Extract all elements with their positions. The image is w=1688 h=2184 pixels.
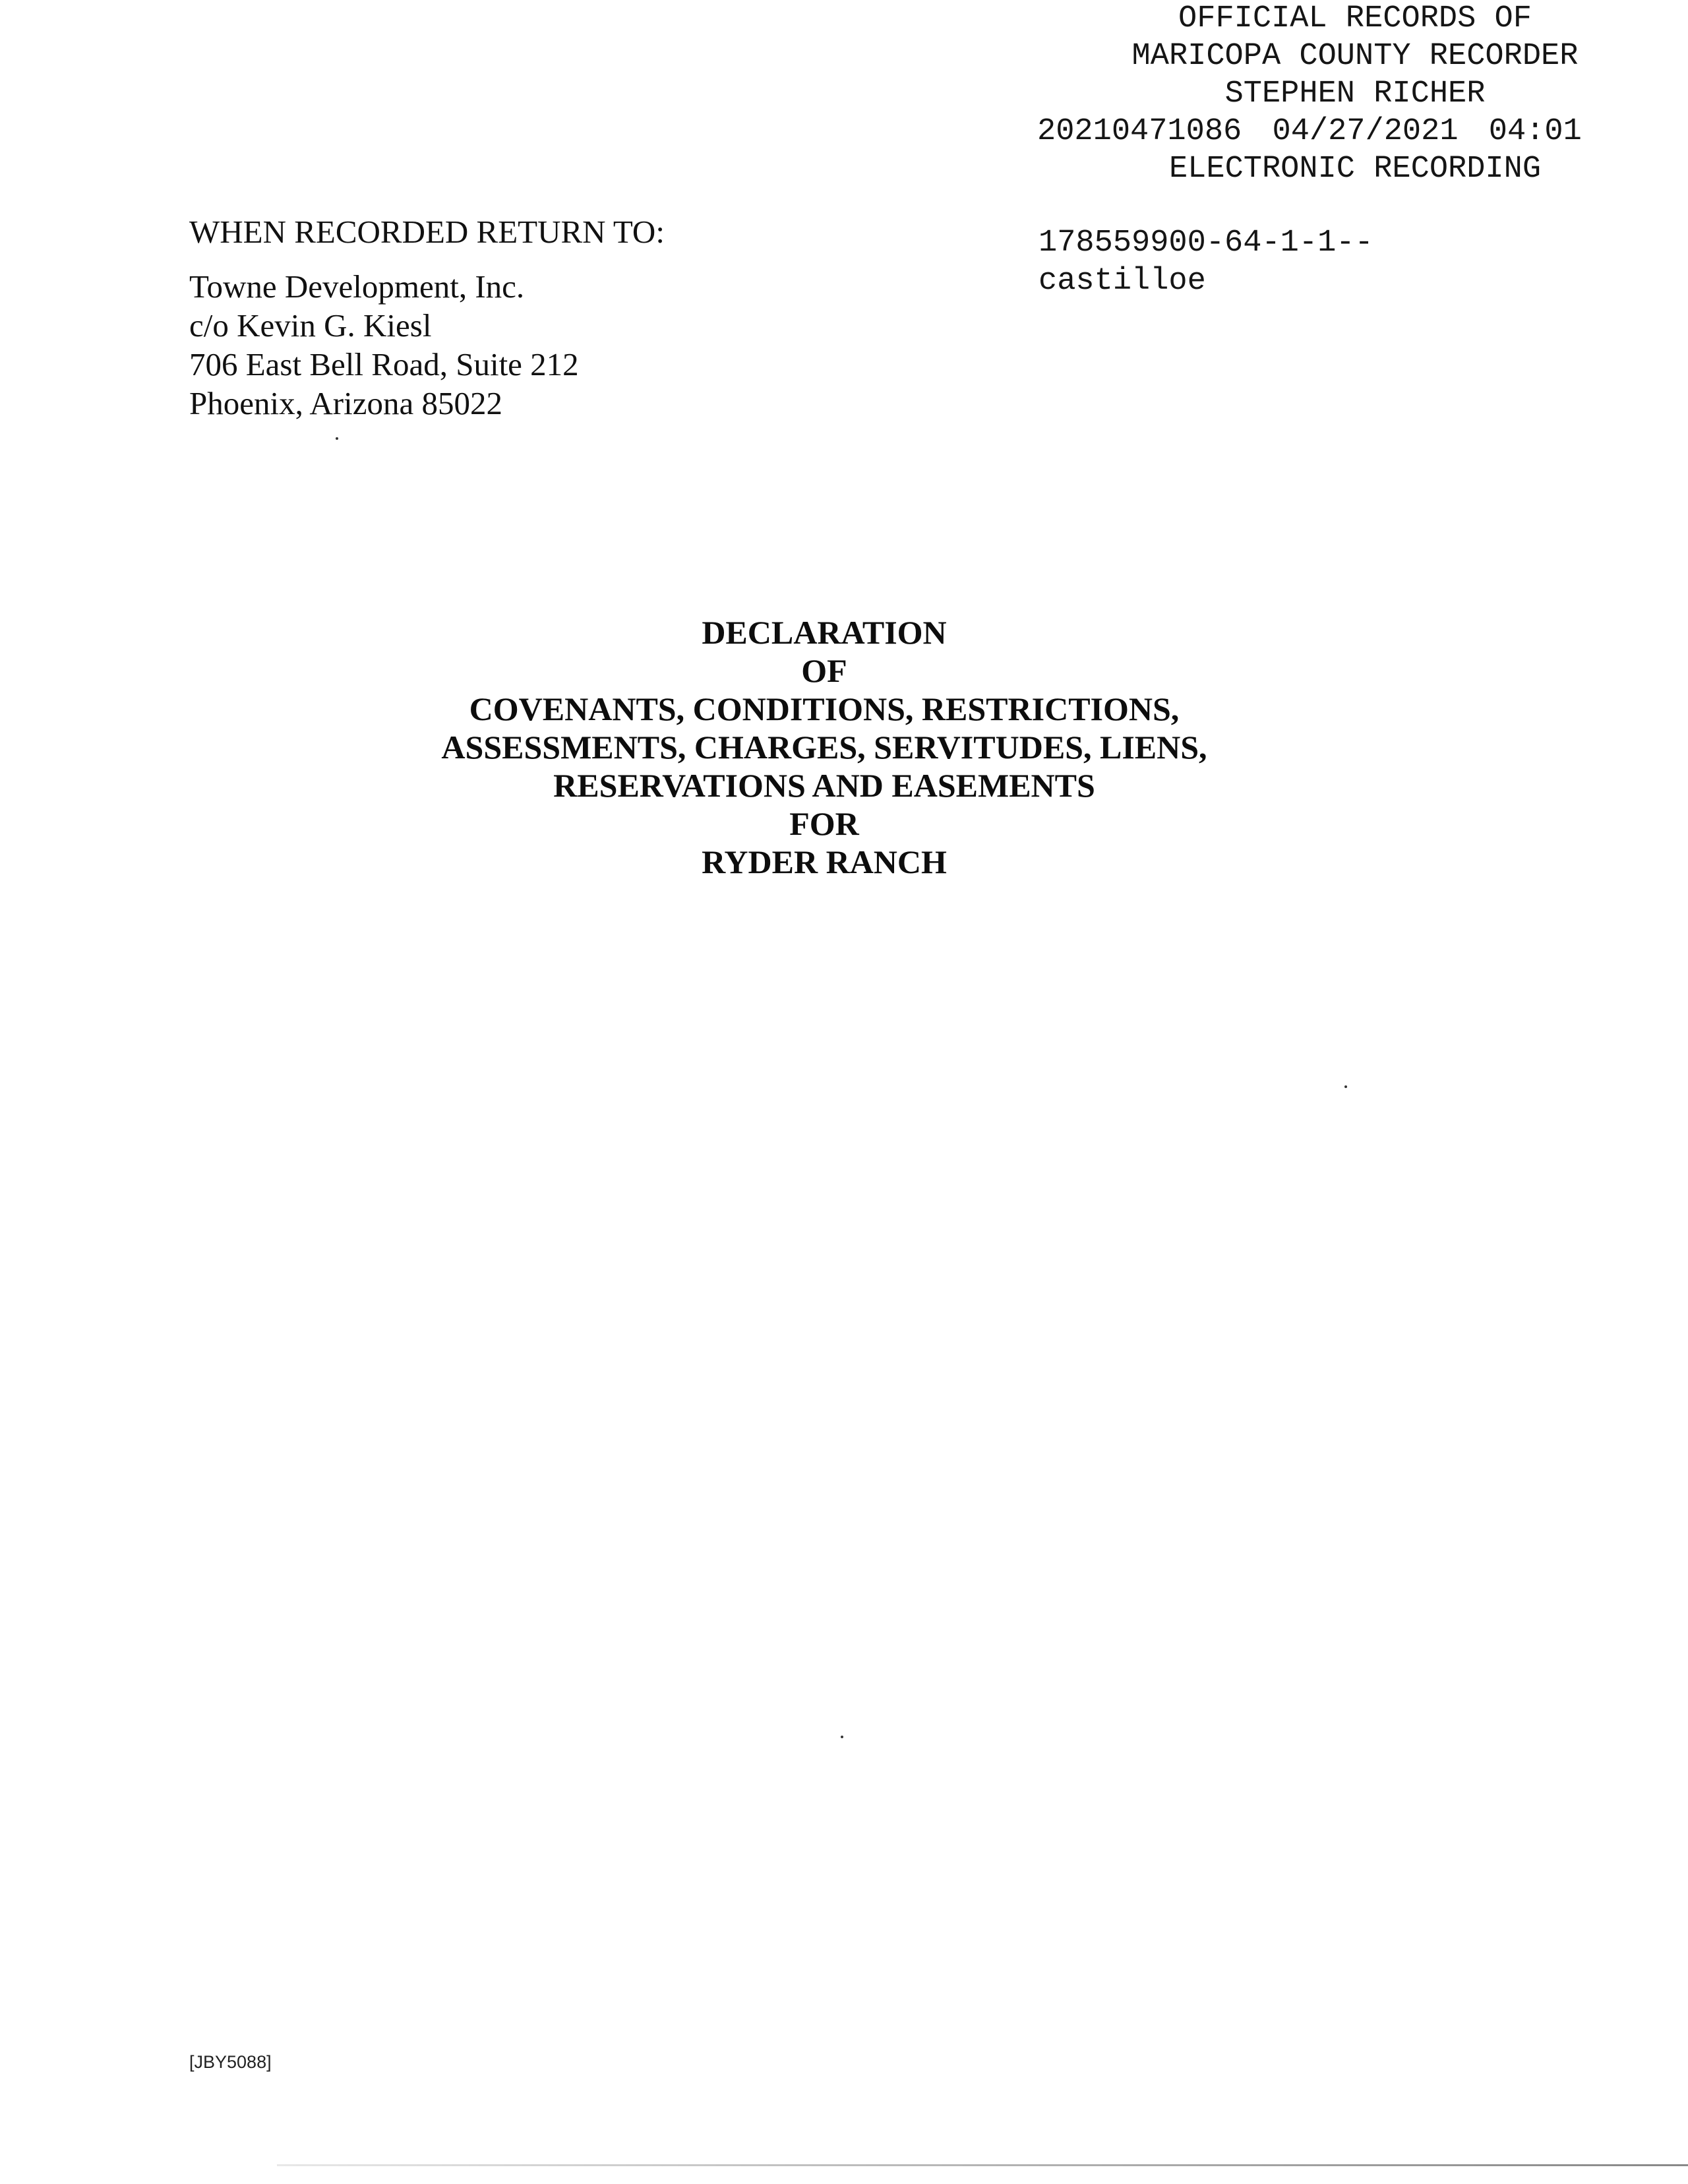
stamp-recording-time: 04:01 (1488, 114, 1582, 149)
scan-bottom-edge (277, 2164, 1688, 2166)
scan-speck (336, 437, 338, 440)
title-line: OF (801, 652, 847, 689)
title-line: COVENANTS, CONDITIONS, RESTRICTIONS, (469, 690, 1180, 727)
document-clerk: castilloe (1039, 264, 1206, 299)
stamp-recording-date: 04/27/2021 (1272, 114, 1459, 149)
recorder-stamp (1025, 0, 1685, 188)
stamp-recording-info (1025, 113, 1685, 150)
document-id-code: 178559900-64-1-1-- (1039, 226, 1373, 260)
return-address-heading: WHEN RECORDED RETURN TO: (189, 214, 665, 250)
title-line: ASSESSMENTS, CHARGES, SERVITUDES, LIENS, (441, 729, 1207, 766)
stamp-line-county-recorder: MARICOPA COUNTY RECORDER (1131, 39, 1579, 74)
title-line: RESERVATIONS AND EASEMENTS (553, 767, 1095, 804)
document-title (330, 613, 1319, 881)
stamp-document-number: 20210471086 (1037, 114, 1242, 149)
stamp-line-official-records: OFFICIAL RECORDS OF (1178, 1, 1532, 36)
stamp-line-electronic-recording: ELECTRONIC RECORDING (1168, 152, 1542, 187)
title-line: RYDER RANCH (702, 843, 947, 880)
return-address-city: Phoenix, Arizona 85022 (189, 385, 502, 421)
return-address-street: 706 East Bell Road, Suite 212 (189, 346, 579, 382)
scan-speck (1344, 1085, 1347, 1088)
document-id-block (1039, 224, 1373, 301)
scan-speck (841, 1736, 843, 1738)
return-address-attention: c/o Kevin G. Kiesl (189, 307, 432, 344)
stamp-line-recorder-name: STEPHEN RICHER (1224, 76, 1486, 111)
footer-document-code: [JBY5088] (189, 2052, 272, 2072)
return-address-company: Towne Development, Inc. (189, 268, 525, 305)
title-line: FOR (789, 805, 859, 842)
title-line: DECLARATION (702, 614, 947, 651)
return-address-block (189, 212, 665, 423)
